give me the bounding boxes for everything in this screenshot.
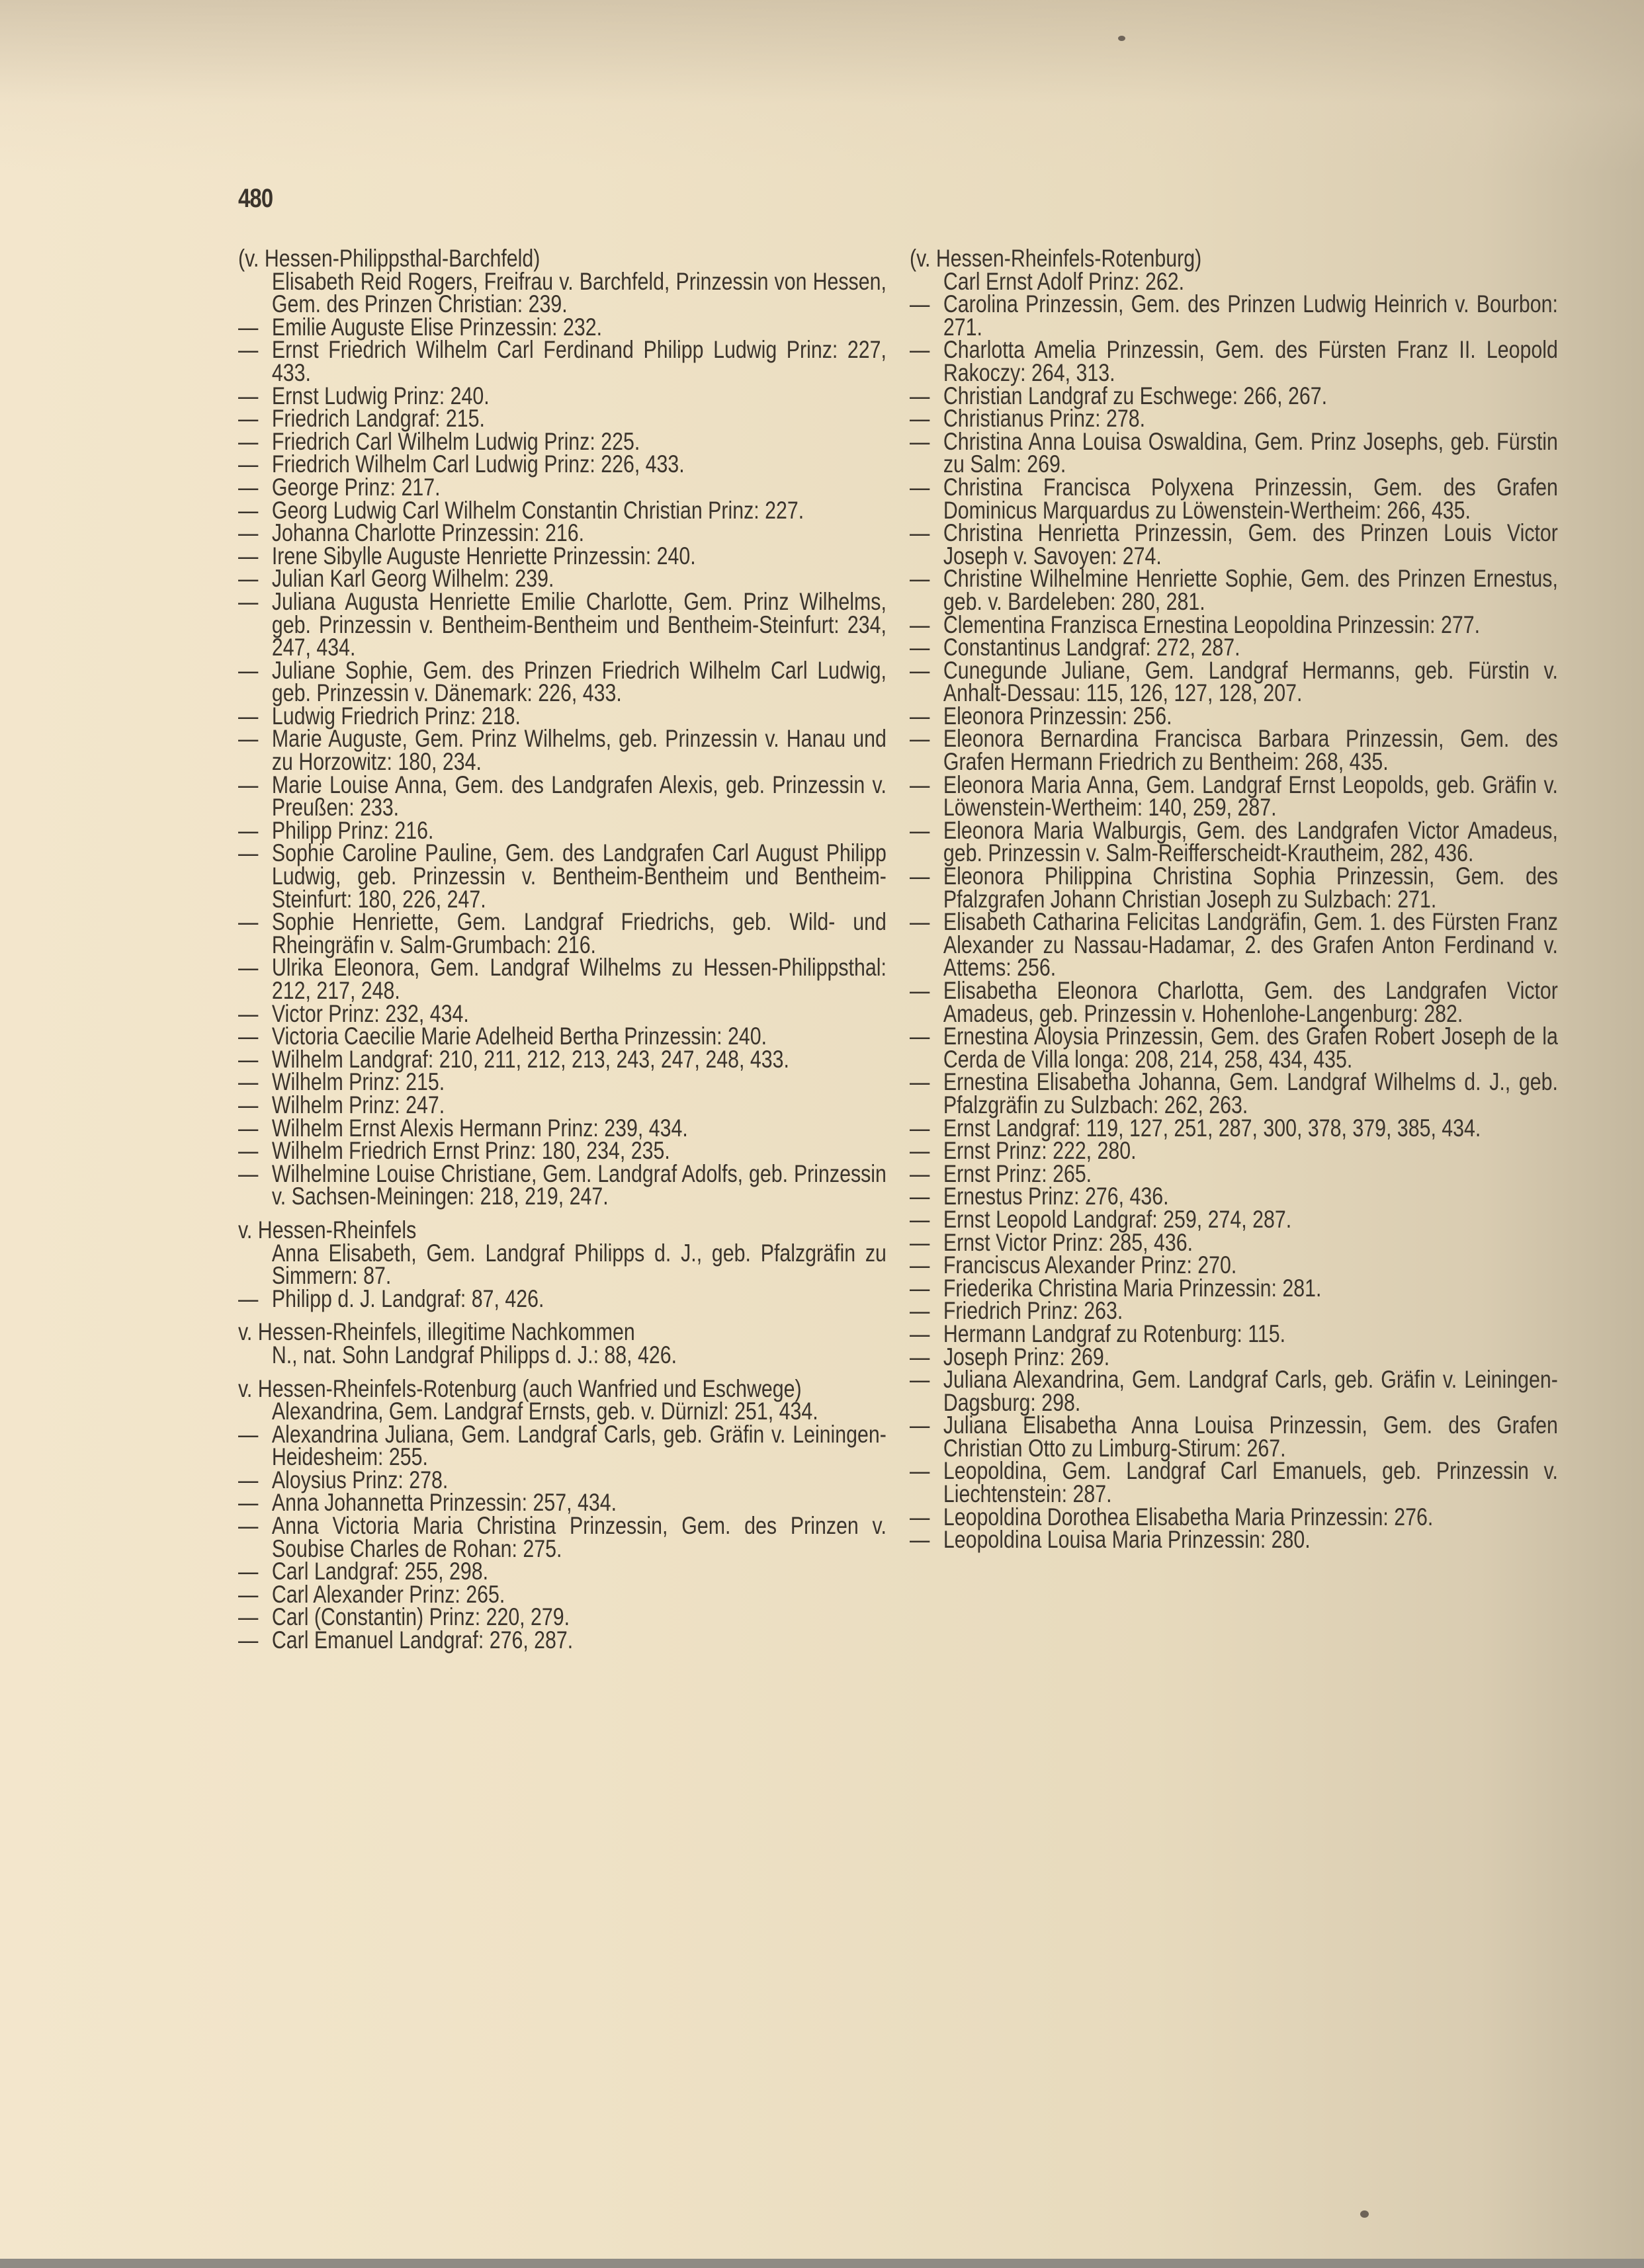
entry-text: Wilhelm Ernst Alexis Hermann Prinz: 239, 434.	[271, 1114, 688, 1142]
entry-text: Marie Louise Anna, Gem. des Landgrafen Alexis, geb. Prinzessin v. Preußen: 233.	[271, 771, 887, 821]
index-entry	[238, 999, 887, 1027]
entry-text: Ernst Friedrich Wilhelm Carl Ferdinand Philipp Ludwig Prinz: 227, 433.	[271, 336, 887, 386]
entry-text: Alexandrina Juliana, Gem. Landgraf Carls, geb. Gräfin v. Leiningen-Heidesheim: 255.	[271, 1420, 887, 1471]
page-number: 480	[238, 184, 273, 213]
entry-text: Hermann Landgraf zu Rotenburg: 115.	[943, 1320, 1286, 1347]
repeat-dash: —	[910, 656, 930, 684]
entry-text: Constantinus Landgraf: 272, 287.	[943, 634, 1240, 661]
entry-text: Christina Henrietta Prinzessin, Gem. des Prinzen Louis Victor Joseph v. Savoyen: 274.	[943, 519, 1558, 569]
index-entry	[910, 267, 1558, 295]
repeat-dash: —	[238, 1466, 259, 1493]
entry-text: Anna Johannetta Prinzessin: 257, 434.	[271, 1489, 617, 1517]
index-column-right	[910, 247, 1558, 1552]
index-entry	[238, 771, 887, 821]
index-entry	[910, 1068, 1558, 1118]
repeat-dash: —	[910, 634, 930, 661]
entry-text: Christina Anna Louisa Oswaldina, Gem. Prinz Josephs, geb. Fürstin zu Salm: 269.	[943, 427, 1558, 478]
repeat-dash: —	[238, 405, 259, 433]
entry-text: Juliana Augusta Henriette Emilie Charlotte, Gem. Prinz Wilhelms, geb. Prinzessin v. Bentheim-Bentheim und Bentheim-Steinfurt: 234, 247, 434.	[271, 587, 887, 661]
index-entry	[910, 1185, 1558, 1208]
entry-text: Eleonora Philippina Christina Sophia Prinzessin, Gem. des Pfalzgrafen Johann Christian Joseph zu Sulzbach: 271.	[943, 862, 1558, 913]
index-entry	[910, 908, 1558, 982]
entry-text: Christian Landgraf zu Eschwege: 266, 267.	[943, 382, 1328, 409]
entry-text: Joseph Prinz: 269.	[943, 1343, 1110, 1370]
entry-text: Anna Victoria Maria Christina Prinzessin, Gem. des Prinzen v. Soubise Charles de Rohan: 275.	[271, 1512, 887, 1562]
entry-text: Ernst Ludwig Prinz: 240.	[271, 382, 490, 409]
repeat-dash: —	[238, 1045, 259, 1073]
entry-text: Friedrich Landgraf: 215.	[271, 405, 485, 433]
entry-text: Victoria Caecilie Marie Adelheid Bertha Prinzessin: 240.	[271, 1023, 767, 1050]
entry-text: Christianus Prinz: 278.	[943, 405, 1146, 433]
entry-text: Franciscus Alexander Prinz: 270.	[943, 1251, 1237, 1279]
repeat-dash: —	[910, 816, 930, 844]
index-entry	[910, 1137, 1558, 1165]
repeat-dash: —	[238, 496, 259, 524]
entry-text: Eleonora Bernardina Francisca Barbara Prinzessin, Gem. des Grafen Hermann Friedrich zu Bentheim: 268, 435.	[943, 725, 1558, 776]
repeat-dash: —	[238, 427, 259, 455]
repeat-dash: —	[910, 1114, 930, 1142]
repeat-dash: —	[238, 382, 259, 409]
repeat-dash: —	[238, 1091, 259, 1118]
entry-text: Ernestus Prinz: 276, 436.	[943, 1183, 1169, 1210]
repeat-dash: —	[238, 1159, 259, 1187]
repeat-dash: —	[238, 336, 259, 364]
index-entry	[238, 567, 887, 591]
repeat-dash: —	[238, 1580, 259, 1608]
index-entry	[910, 1526, 1558, 1554]
entry-text: Christina Francisca Polyxena Prinzessin, Gem. des Grafen Dominicus Marquardus zu Löwenstein-Wertheim: 266, 435.	[943, 473, 1558, 524]
repeat-dash: —	[238, 565, 259, 593]
entry-text: Victor Prinz: 232, 434.	[271, 999, 469, 1027]
index-entry	[238, 542, 887, 569]
ink-speck-top	[1118, 36, 1125, 41]
repeat-dash: —	[238, 450, 259, 478]
repeat-dash: —	[238, 1489, 259, 1517]
repeat-dash: —	[910, 1457, 930, 1485]
repeat-dash: —	[238, 519, 259, 547]
entry-text: Wilhelm Friedrich Ernst Prinz: 180, 234, 235.	[271, 1137, 670, 1165]
entry-text: Juliana Alexandrina, Gem. Landgraf Carls, geb. Gräfin v. Leiningen-Dagsburg: 298.	[943, 1366, 1558, 1416]
index-entry	[910, 725, 1558, 776]
index-entry	[238, 407, 887, 431]
index-entry	[910, 1320, 1558, 1347]
repeat-dash: —	[910, 1503, 930, 1531]
index-entry	[910, 290, 1558, 341]
column-content	[238, 247, 887, 1652]
entry-text: Carl Landgraf: 255, 298.	[271, 1558, 489, 1585]
repeat-dash: —	[238, 816, 259, 844]
repeat-dash: —	[238, 954, 259, 982]
index-entry	[238, 1068, 887, 1096]
repeat-dash: —	[238, 771, 259, 798]
entry-text: Leopoldina Dorothea Elisabetha Maria Prinzessin: 276.	[943, 1503, 1434, 1531]
index-entry	[910, 1025, 1558, 1071]
index-entry	[910, 1114, 1558, 1142]
entry-text: Charlotta Amelia Prinzessin, Gem. des Fürsten Franz II. Leopold Rakoczy: 264, 313.	[943, 336, 1558, 386]
repeat-dash: —	[910, 1023, 930, 1050]
entry-text: Sophie Caroline Pauline, Gem. des Landgrafen Carl August Philipp Ludwig, geb. Prinzessin v. Bentheim-Bentheim und Bentheim-Steinfurt: 180, 226, 247.	[271, 839, 887, 913]
entry-text: Wilhelmine Louise Christiane, Gem. Landgraf Adolfs, geb. Prinzessin v. Sachsen-Meiningen: 218, 219, 247.	[271, 1159, 887, 1210]
index-entry	[238, 1560, 887, 1583]
repeat-dash: —	[910, 1274, 930, 1302]
index-entry	[910, 636, 1558, 659]
entry-text: Friedrich Prinz: 263.	[943, 1297, 1123, 1325]
index-entry	[238, 816, 887, 844]
repeat-dash: —	[910, 725, 930, 753]
entry-text: Carl (Constantin) Prinz: 220, 279.	[271, 1603, 570, 1631]
index-entry	[910, 1343, 1558, 1370]
section-heading: (v. Hessen-Rheinfels-Rotenburg)	[910, 245, 1202, 272]
repeat-dash: —	[910, 336, 930, 364]
section-heading: v. Hessen-Rheinfels-Rotenburg (auch Wanfried und Eschwege)	[238, 1374, 802, 1402]
entry-text: Ludwig Friedrich Prinz: 218.	[271, 702, 521, 730]
index-entry	[910, 519, 1558, 569]
entry-text: Ernestina Elisabetha Johanna, Gem. Landgraf Wilhelms d. J., geb. Pfalzgräfin zu Sulzbach: 262, 263.	[943, 1068, 1558, 1118]
index-entry	[238, 519, 887, 547]
index-entry	[910, 336, 1558, 386]
ink-speck-bottom	[1360, 2210, 1369, 2218]
repeat-dash: —	[910, 1320, 930, 1347]
index-entry	[910, 1368, 1558, 1414]
page-top-shade	[0, 0, 1644, 172]
index-entry	[910, 427, 1558, 478]
index-entry	[910, 1297, 1558, 1325]
index-entry	[238, 450, 887, 478]
index-entry	[910, 862, 1558, 913]
column-content	[910, 247, 1558, 1552]
repeat-dash: —	[238, 999, 259, 1027]
index-entry	[910, 1411, 1558, 1462]
entry-text: Elisabeth Reid Rogers, Freifrau v. Barchfeld, Prinzessin von Hessen, Gem. des Prinzen Christian: 239.	[271, 267, 887, 318]
entry-text: Philipp Prinz: 216.	[271, 816, 434, 844]
repeat-dash: —	[910, 1205, 930, 1233]
entry-text: Wilhelm Prinz: 247.	[271, 1091, 445, 1118]
entry-text: Juliana Elisabetha Anna Louisa Prinzessin, Gem. des Grafen Christian Otto zu Limburg-Stirum: 267.	[943, 1411, 1558, 1462]
index-entry	[238, 1603, 887, 1631]
entry-text: Ernst Prinz: 222, 280.	[943, 1137, 1137, 1165]
repeat-dash: —	[910, 1068, 930, 1096]
repeat-dash: —	[238, 1558, 259, 1585]
index-entry	[238, 1284, 887, 1312]
entry-text: Carl Emanuel Landgraf: 276, 287.	[271, 1626, 574, 1654]
index-entry	[910, 567, 1558, 613]
repeat-dash: —	[238, 1114, 259, 1142]
entry-text: Ernst Victor Prinz: 285, 436.	[943, 1228, 1193, 1256]
entry-text: Ernst Prinz: 265.	[943, 1159, 1092, 1187]
repeat-dash: —	[910, 382, 930, 409]
index-entry	[238, 473, 887, 501]
entry-text: Ernestina Aloysia Prinzessin, Gem. des Grafen Robert Joseph de la Cerda de Villa longa: 208, 214, 258, 434, 435.	[943, 1023, 1558, 1073]
index-entry	[238, 267, 887, 318]
repeat-dash: —	[238, 1420, 259, 1448]
index-entry	[238, 1580, 887, 1608]
entry-text: Clementina Franzisca Ernestina Leopoldina Prinzessin: 277.	[943, 610, 1481, 638]
index-entry	[910, 1251, 1558, 1279]
entry-text: Irene Sibylle Auguste Henriette Prinzessin: 240.	[271, 542, 696, 569]
index-entry	[238, 1626, 887, 1654]
repeat-dash: —	[910, 702, 930, 730]
index-entry	[238, 1239, 887, 1290]
entry-text: Johanna Charlotte Prinzessin: 216.	[271, 519, 585, 547]
index-entry	[238, 1420, 887, 1471]
entry-text: Julian Karl Georg Wilhelm: 239.	[271, 565, 554, 593]
entry-text: Friedrich Carl Wilhelm Ludwig Prinz: 225.	[271, 427, 640, 455]
repeat-dash: —	[238, 1068, 259, 1096]
index-entry	[238, 839, 887, 913]
entry-text: Eleonora Maria Walburgis, Gem. des Landgrafen Victor Amadeus, geb. Prinzessin v. Salm-Reifferscheidt-Krautheim, 282, 436.	[943, 816, 1558, 867]
repeat-dash: —	[238, 656, 259, 684]
index-entry	[238, 1091, 887, 1118]
entry-text: Anna Elisabeth, Gem. Landgraf Philipps d. J., geb. Pfalzgräfin zu Simmern: 87.	[271, 1239, 887, 1290]
repeat-dash: —	[910, 519, 930, 547]
index-entry	[238, 702, 887, 730]
entry-text: Emilie Auguste Elise Prinzessin: 232.	[271, 313, 603, 341]
repeat-dash: —	[238, 1284, 259, 1312]
index-entry	[910, 1503, 1558, 1531]
repeat-dash: —	[910, 862, 930, 890]
index-entry	[238, 1466, 887, 1493]
entry-text: Eleonora Prinzessin: 256.	[943, 702, 1172, 730]
index-entry	[910, 816, 1558, 867]
repeat-dash: —	[238, 313, 259, 341]
repeat-dash: —	[910, 473, 930, 501]
index-entry	[238, 313, 887, 341]
repeat-dash: —	[910, 1159, 930, 1187]
index-entry	[238, 496, 887, 524]
index-column-left	[238, 247, 887, 1652]
entry-text: Leopoldina Louisa Maria Prinzessin: 280.	[943, 1526, 1311, 1554]
index-entry	[910, 702, 1558, 730]
entry-text: Ernst Leopold Landgraf: 259, 274, 287.	[943, 1205, 1292, 1233]
entry-text: Carl Alexander Prinz: 265.	[271, 1580, 505, 1608]
index-entry	[910, 610, 1558, 638]
entry-text: Ulrika Eleonora, Gem. Landgraf Wilhelms zu Hessen-Philippsthal: 212, 217, 248.	[271, 954, 887, 1004]
index-entry	[238, 587, 887, 661]
entry-text: Leopoldina, Gem. Landgraf Carl Emanuels, geb. Prinzessin v. Liechtenstein: 287.	[943, 1457, 1558, 1508]
repeat-dash: —	[910, 1366, 930, 1394]
entry-text: Wilhelm Landgraf: 210, 211, 212, 213, 243, 247, 248, 433.	[271, 1045, 789, 1073]
index-entry	[238, 1341, 887, 1368]
entry-text: Sophie Henriette, Gem. Landgraf Friedrichs, geb. Wild- und Rheingräfin v. Salm-Grumbach: 216.	[271, 908, 887, 958]
index-entry	[910, 977, 1558, 1027]
section-heading: v. Hessen-Rheinfels, illegitime Nachkommen	[238, 1318, 635, 1346]
entry-text: Georg Ludwig Carl Wilhelm Constantin Christian Prinz: 227.	[271, 496, 804, 524]
entry-text: Juliane Sophie, Gem. des Prinzen Friedrich Wilhelm Carl Ludwig, geb. Prinzessin v. Dänemark: 226, 433.	[271, 656, 887, 707]
entry-text: Christine Wilhelmine Henriette Sophie, Gem. des Prinzen Ernestus, geb. v. Bardeleben: 280, 281.	[943, 565, 1558, 615]
repeat-dash: —	[910, 1251, 930, 1279]
entry-text: Wilhelm Prinz: 215.	[271, 1068, 445, 1096]
index-entry	[238, 336, 887, 386]
repeat-dash: —	[910, 771, 930, 798]
section-heading: (v. Hessen-Philippsthal-Barchfeld)	[238, 245, 541, 272]
repeat-dash: —	[910, 565, 930, 593]
repeat-dash: —	[910, 1411, 930, 1439]
repeat-dash: —	[910, 290, 930, 318]
index-entry	[238, 1137, 887, 1165]
repeat-dash: —	[238, 1023, 259, 1050]
repeat-dash: —	[238, 1626, 259, 1654]
entry-text: Elisabetha Eleonora Charlotta, Gem. des Landgrafen Victor Amadeus, geb. Prinzessin v. Hohenlohe-Langenburg: 282.	[943, 977, 1558, 1027]
index-entry	[238, 1025, 887, 1048]
repeat-dash: —	[238, 1137, 259, 1165]
repeat-dash: —	[238, 908, 259, 936]
index-entry	[238, 427, 887, 455]
entry-text: Ernst Landgraf: 119, 127, 251, 287, 300, 378, 379, 385, 434.	[943, 1114, 1481, 1142]
repeat-dash: —	[238, 1512, 259, 1540]
index-entry	[910, 771, 1558, 821]
entry-text: Alexandrina, Gem. Landgraf Ernsts, geb. v. Dürnizl: 251, 434.	[271, 1398, 818, 1425]
index-entry	[910, 1205, 1558, 1233]
index-entry	[910, 1274, 1558, 1302]
entry-text: Marie Auguste, Gem. Prinz Wilhelms, geb. Prinzessin v. Hanau und zu Horzowitz: 180, 234.	[271, 725, 887, 776]
index-entry	[910, 1228, 1558, 1256]
index-entry	[238, 1114, 887, 1142]
repeat-dash: —	[910, 610, 930, 638]
entry-text: Elisabeth Catharina Felicitas Landgräfin, Gem. 1. des Fürsten Franz Alexander zu Nassau-Hadamar, 2. des Grafen Anton Ferdinand v. Attems: 256.	[943, 908, 1558, 982]
index-entry	[238, 1512, 887, 1562]
repeat-dash: —	[910, 1228, 930, 1256]
index-entry	[910, 1159, 1558, 1187]
repeat-dash: —	[910, 1343, 930, 1370]
index-entry	[238, 1400, 887, 1423]
repeat-dash: —	[910, 908, 930, 936]
section-heading: v. Hessen-Rheinfels	[238, 1216, 417, 1243]
index-entry	[238, 725, 887, 776]
entry-text: Eleonora Maria Anna, Gem. Landgraf Ernst Leopolds, geb. Gräfin v. Löwenstein-Wertheim: 140, 259, 287.	[943, 771, 1558, 821]
index-entry	[238, 656, 887, 707]
repeat-dash: —	[910, 427, 930, 455]
repeat-dash: —	[238, 587, 259, 615]
repeat-dash: —	[910, 405, 930, 433]
repeat-dash: —	[238, 1603, 259, 1631]
repeat-dash: —	[238, 473, 259, 501]
index-entry	[910, 382, 1558, 409]
index-entry	[238, 1491, 887, 1515]
repeat-dash: —	[910, 1526, 930, 1554]
repeat-dash: —	[238, 725, 259, 753]
index-entry	[238, 956, 887, 1002]
index-entry	[910, 1457, 1558, 1508]
repeat-dash: —	[238, 839, 259, 867]
repeat-dash: —	[910, 977, 930, 1004]
entry-text: Friedrich Wilhelm Carl Ludwig Prinz: 226, 433.	[271, 450, 685, 478]
entry-text: Aloysius Prinz: 278.	[271, 1466, 449, 1493]
entry-text: N., nat. Sohn Landgraf Philipps d. J.: 88, 426.	[271, 1341, 677, 1368]
index-entry	[910, 656, 1558, 707]
index-entry	[238, 1045, 887, 1073]
index-entry	[238, 908, 887, 958]
entry-text: George Prinz: 217.	[271, 473, 441, 501]
index-entry	[910, 407, 1558, 431]
repeat-dash: —	[910, 1137, 930, 1165]
repeat-dash: —	[910, 1183, 930, 1210]
entry-text: Philipp d. J. Landgraf: 87, 426.	[271, 1284, 544, 1312]
page-bottom-edge	[0, 2259, 1644, 2268]
index-entry	[910, 473, 1558, 524]
index-entry	[238, 1159, 887, 1210]
repeat-dash: —	[238, 542, 259, 569]
repeat-dash: —	[238, 702, 259, 730]
index-entry	[238, 382, 887, 409]
entry-text: Carolina Prinzessin, Gem. des Prinzen Ludwig Heinrich v. Bourbon: 271.	[943, 290, 1558, 341]
entry-text: Friederika Christina Maria Prinzessin: 281.	[943, 1274, 1322, 1302]
entry-text: Carl Ernst Adolf Prinz: 262.	[943, 267, 1185, 295]
entry-text: Cunegunde Juliane, Gem. Landgraf Hermanns, geb. Fürstin v. Anhalt-Dessau: 115, 126, 127, 128, 207.	[943, 656, 1558, 707]
repeat-dash: —	[910, 1297, 930, 1325]
